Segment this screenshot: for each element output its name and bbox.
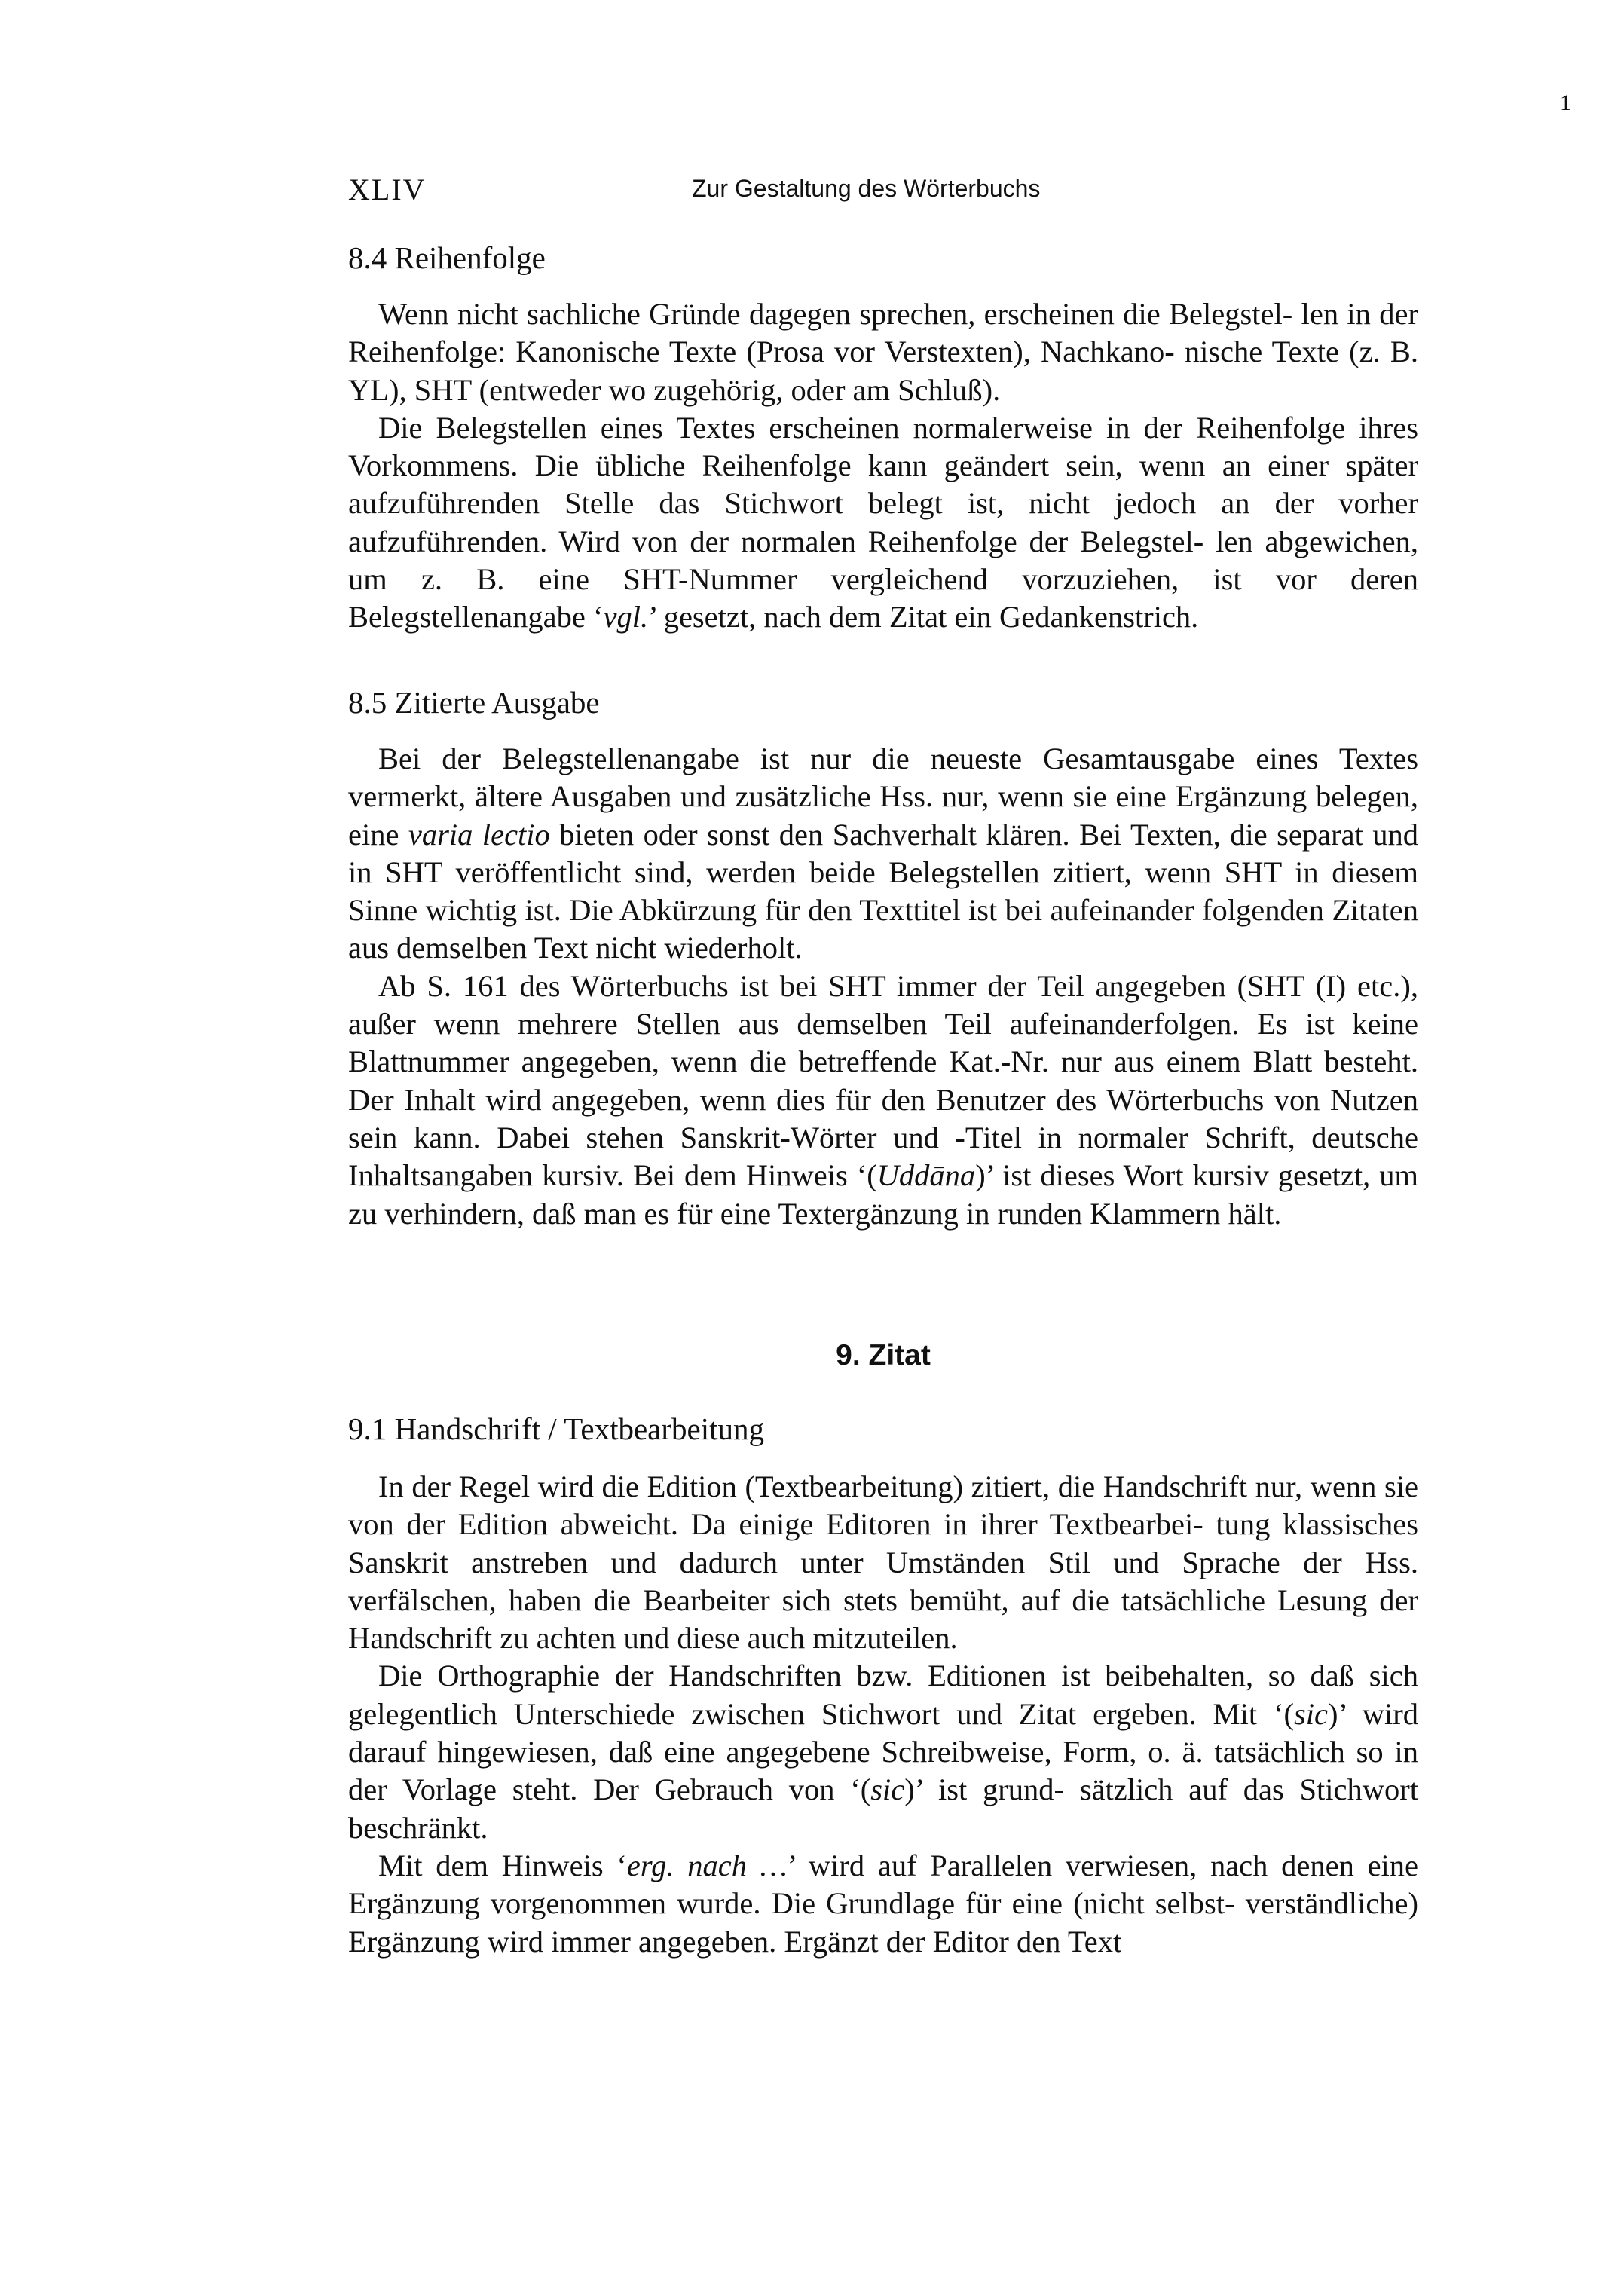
text-fragment: bieten oder sonst den Sachverhalt klären. Bei Texten, xyxy=(549,817,1221,852)
text-fragment: ’ wird auf Parallelen verwiesen, nach denen xyxy=(787,1848,1354,1882)
section-heading-8-5: 8.5 Zitierte Ausgabe xyxy=(348,685,600,720)
paragraph xyxy=(348,1468,1418,1657)
text-line: Die Belegstellen eines Textes erscheinen normalerweise in der Reihenfolge xyxy=(378,410,1346,445)
text-line: In der Regel wird die Edition (Textbearbeitung) zitiert, die Handschrift nur, xyxy=(378,1469,1303,1503)
text-line: einem Blatt besteht. Der Inhalt wird angegeben, wenn dies für den Benutzer xyxy=(348,1044,1419,1117)
paragraph xyxy=(348,968,1418,1233)
paragraph xyxy=(348,295,1418,409)
section-body-9-1 xyxy=(348,1468,1418,1961)
paragraph xyxy=(348,409,1418,637)
text-line: len in der Reihenfolge: Kanonische Texte (Prosa vor Verstexten), Nachkano- xyxy=(348,297,1418,369)
text-line: der vorher aufzuführenden. Wird von der normalen Reihenfolge der Belegstel- xyxy=(348,486,1418,558)
text-fragment: o. ä. tatsächlich so in der Vorlage steht. Der Gebrauch von ‘( xyxy=(348,1735,1419,1807)
text-line: wenn sie von der Edition abweicht. Da einige Editoren in ihrer Textbearbei- xyxy=(348,1469,1419,1542)
section-heading-8-4: 8.4 Reihenfolge xyxy=(348,240,546,275)
text-line: verständliche) Ergänzung wird immer angegeben. Ergänzt der Editor den Text xyxy=(348,1886,1419,1959)
text-line: die separat und in SHT veröffentlicht sind, werden beide Belegstellen zitiert, xyxy=(348,817,1419,889)
text-line: etc.), außer wenn mehrere Stellen aus demselben Teil aufeinanderfolgen. Es xyxy=(348,968,1418,1041)
text-fragment: ’ gesetzt, nach dem Zitat ein Gedankenstrich. xyxy=(648,600,1199,635)
running-title: Zur Gestaltung des Wörterbuchs xyxy=(692,175,1041,202)
text-fragment: deren Belegstellenangabe ‘ xyxy=(348,562,1418,635)
text-line: Ab S. 161 des Wörterbuchs ist bei SHT immer der Teil angegeben (SHT (I) xyxy=(378,968,1347,1003)
text-line: nische Texte (z. B. YL), SHT (entweder wo zugehörig, oder am Schluß). xyxy=(348,335,1418,407)
text-fragment: ‘( xyxy=(856,1158,877,1193)
text-line: des Wörterbuchs von Nutzen sein kann. Dabei stehen Sanskrit-Wörter und xyxy=(348,1082,1418,1154)
text-line: sätzlich auf das Stichwort beschränkt. xyxy=(348,1772,1419,1845)
page-number: XLIV xyxy=(348,173,427,206)
text-line: eine Textergänzung in runden Klammern hält. xyxy=(720,1196,1282,1231)
text-line: wenn SHT in diesem Sinne wichtig ist. Die Abkürzung für den Texttitel ist xyxy=(348,855,1418,928)
text-line: tung klassisches Sanskrit anstreben und dadurch unter Umständen Stil und xyxy=(348,1507,1418,1579)
text-line: ihres Vorkommens. Die übliche Reihenfolge kann geändert sein, wenn an xyxy=(348,410,1419,483)
running-header xyxy=(348,172,1418,209)
text-line: Wenn nicht sachliche Gründe dagegen sprechen, erscheinen die Belegstel- xyxy=(378,297,1293,331)
text-line: vermerkt, ältere Ausgaben und zusätzliche Hss. nur, wenn sie eine Ergänzung xyxy=(348,779,1307,814)
text-line: eine Ergänzung vorgenommen wurde. Die Grundlage für eine (nicht selbst- xyxy=(348,1848,1419,1921)
text-line: Bei der Belegstellenangabe ist nur die neueste Gesamtausgabe eines Textes xyxy=(378,742,1418,775)
italic-term: varia lectio xyxy=(408,817,550,852)
text-fragment: )’ ist grund- xyxy=(904,1772,1065,1807)
text-line: tatsächliche Lesung der Handschrift zu achten und diese auch mitzuteilen. xyxy=(348,1582,1418,1656)
italic-term: erg. nach … xyxy=(626,1848,788,1882)
section-body-8-5 xyxy=(348,740,1418,1233)
text-line: Die Orthographie der Handschriften bzw. Editionen ist beibehalten, so daß xyxy=(378,1659,1355,1693)
text-fragment: )’ wird darauf hingewiesen, daß eine angegebene Schreibweise, Form, xyxy=(348,1696,1419,1769)
page-mark: 1 xyxy=(1560,90,1571,115)
italic-term: sic xyxy=(1293,1696,1328,1731)
text-line: einer später aufzuführenden Stelle das Stichwort belegt ist, nicht jedoch an xyxy=(348,448,1419,521)
italic-term: sic xyxy=(870,1772,905,1807)
text-fragment: belegen, eine xyxy=(348,779,1419,852)
chapter-heading: 9. Zitat xyxy=(836,1339,931,1371)
text-line: sich gelegentlich Unterschiede zwischen Stichwort und Zitat ergeben. Mit xyxy=(348,1659,1419,1731)
text-line: ist keine Blattnummer angegeben, wenn die betreffende Kat.-Nr. nur aus xyxy=(348,1007,1418,1079)
text-line: -Titel in normaler Schrift, deutsche Inhaltsangaben kursiv. Bei dem Hinweis xyxy=(348,1120,1419,1193)
text-fragment: ‘( xyxy=(1273,1696,1294,1731)
text-line: len abgewichen, um z. B. eine SHT-Nummer vergleichend vorzuziehen, ist vor xyxy=(348,524,1418,597)
section-heading-9-1: 9.1 Handschrift / Textbearbeitung xyxy=(348,1411,764,1446)
text-fragment: Mit dem Hinweis ‘ xyxy=(378,1848,627,1882)
italic-term: vgl. xyxy=(603,600,649,635)
paragraph xyxy=(348,1847,1418,1961)
italic-term: Uddāna xyxy=(876,1158,976,1193)
paragraph xyxy=(348,740,1418,968)
text-line: bei aufeinander folgenden Zitaten aus demselben Text nicht wiederholt. xyxy=(348,893,1419,965)
paragraph xyxy=(348,1657,1418,1846)
section-body-8-4 xyxy=(348,295,1418,637)
text-line: Sprache der Hss. verfälschen, haben die Bearbeiter sich stets bemüht, auf die xyxy=(348,1545,1418,1617)
text-fragment: )’ ist dieses Wort kursiv gesetzt, um zu verhindern, daß man es für xyxy=(348,1158,1419,1231)
